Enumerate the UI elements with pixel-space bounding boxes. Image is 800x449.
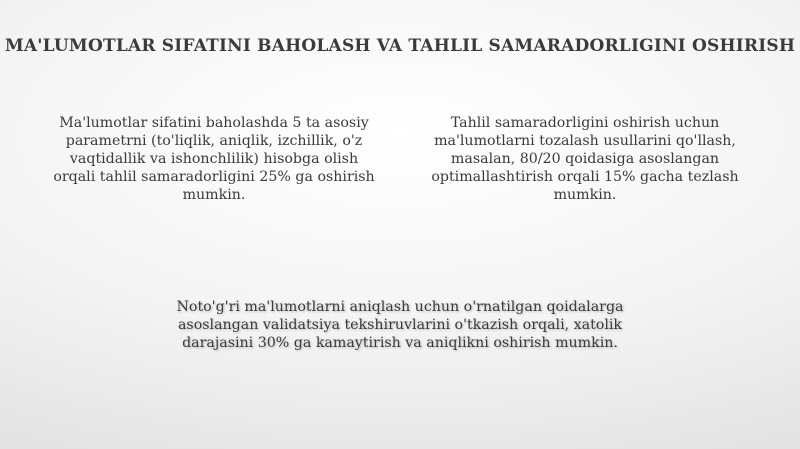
bottom-text-block: Noto'g'ri ma'lumotlarni aniqlash uchun o'rnatilgan qoidalarga asoslangan validatsiya tekshiruvlarini o'tkazish orqali, xatolik darajasini 30% ga kamaytirish va aniqlikni oshirish mumkin. (176, 299, 624, 351)
left-text-block: Ma'lumotlar sifatini baholashda 5 ta asosiy parametrni (to'liqlik, aniqlik, izchillik, o'z vaqtidallik va ishonchlilik) hisobga olish orqali tahlil samaradorligini 25% ga oshirish mumkin. (53, 115, 375, 203)
slide-title: MA'LUMOTLAR SIFATINI BAHOLASH VA TAHLIL SAMARADORLIGINI OSHIRISH (4, 36, 796, 56)
right-text-block: Tahlil samaradorligini oshirish uchun ma'lumotlarni tozalash usullarini qo'llash, masalan, 80/20 qoidasiga asoslangan optimallashtirish orqali 15% gacha tezlash mumkin. (431, 115, 739, 203)
